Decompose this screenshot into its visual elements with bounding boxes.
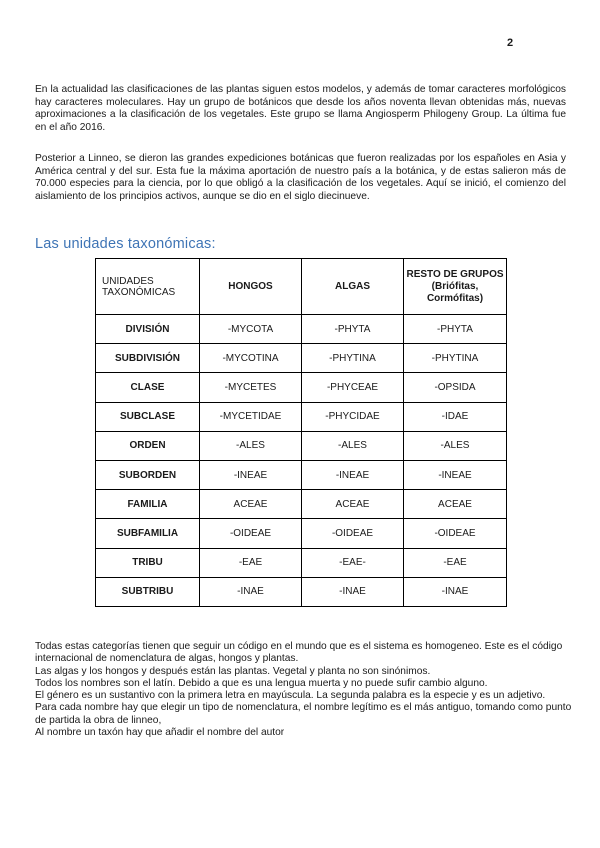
paragraph-classification-models: En la actualidad las clasificaciones de las plantas siguen estos modelos, y además de tomar caracteres morfológicos hay caracteres moleculares. Hay un grupo de botánicos que desde los años noventa llevan obtenidas más, nuevas aproximaciones a la clasificación de los vegetales. Este grupo se llama Angiosperm Philogeny Group. La última fue en el año 2016. — [35, 84, 566, 133]
rank-cell: SUBORDEN — [96, 460, 200, 489]
fungi-suffix-cell: -INEAE — [200, 460, 302, 489]
fungi-suffix-cell: -INAE — [200, 577, 302, 606]
note-line: Al nombre un taxón hay que añadir el nombre del autor — [35, 727, 285, 739]
note-line: Las algas y los hongos y después están las plantas. Vegetal y planta no son sinónimos. — [35, 665, 431, 677]
table-row — [96, 548, 507, 577]
table-row — [96, 373, 507, 402]
fungi-suffix-cell: -OIDEAE — [200, 519, 302, 548]
rank-cell: SUBDIVISIÓN — [96, 344, 200, 373]
table-row — [96, 431, 507, 460]
other-suffix-cell: -EAE — [404, 548, 507, 577]
rank-cell: SUBFAMILIA — [96, 519, 200, 548]
other-suffix-cell: -INEAE — [404, 460, 507, 489]
other-suffix-cell: -ALES — [404, 431, 507, 460]
note-line: Todos los nombres son el latín. Debido a que es una lengua muerta y no puede sufir cambio alguno. — [35, 677, 488, 689]
note-line: Todas estas categorías tienen que seguir un código en el mundo que es el sistema es homogeneo. Este es el código internacional de nomenclatura de algas, hongos y plantas. — [35, 641, 563, 665]
notes-block — [35, 641, 575, 739]
algae-suffix-cell: -PHYTINA — [302, 344, 404, 373]
other-suffix-cell: -OPSIDA — [404, 373, 507, 402]
other-suffix-cell: -PHYTINA — [404, 344, 507, 373]
fungi-suffix-cell: -MYCETES — [200, 373, 302, 402]
table-row — [96, 460, 507, 489]
algae-suffix-cell: ACEAE — [302, 490, 404, 519]
algae-suffix-cell: -ALES — [302, 431, 404, 460]
algae-suffix-cell: -EAE- — [302, 548, 404, 577]
algae-suffix-cell: -OIDEAE — [302, 519, 404, 548]
header-other-groups: RESTO DE GRUPOS (Briófitas, Cormófitas) — [404, 259, 507, 315]
header-units: UNIDADES TAXONÓMICAS — [96, 259, 200, 315]
header-fungi: HONGOS — [200, 259, 302, 315]
fungi-suffix-cell: -ALES — [200, 431, 302, 460]
fungi-suffix-cell: -MYCOTA — [200, 315, 302, 344]
fungi-suffix-cell: -MYCOTINA — [200, 344, 302, 373]
taxonomic-units-table — [95, 258, 507, 607]
algae-suffix-cell: -INAE — [302, 577, 404, 606]
page-number: 2 — [507, 37, 514, 49]
section-heading: Las unidades taxonómicas: — [35, 236, 216, 252]
table-row — [96, 344, 507, 373]
paragraph-botanical-expeditions: Posterior a Linneo, se dieron las grandes expediciones botánicas que fueron realizadas por los españoles en Asia y América central y del sur. Esta fue la máxima aportación de nuestro país a la botánica, y de estas salieron más de 70.000 especies para la ciencia, por lo que obligó a la clasificación de los vegetales. Aquí se inició, el comienzo del aislamiento de los principios activos, aunque se dio en el siglo diecinueve. — [35, 153, 566, 202]
rank-cell: CLASE — [96, 373, 200, 402]
note-line: Para cada nombre hay que elegir un tipo de nomenclatura, el nombre legítimo es el más antiguo, tomando como punto de partida la obra de linneo, — [35, 702, 572, 726]
rank-cell: DIVISIÓN — [96, 315, 200, 344]
rank-cell: SUBTRIBU — [96, 577, 200, 606]
fungi-suffix-cell: ACEAE — [200, 490, 302, 519]
other-suffix-cell: -PHYTA — [404, 315, 507, 344]
table-header-row — [96, 259, 507, 315]
algae-suffix-cell: -PHYCEAE — [302, 373, 404, 402]
rank-cell: FAMILIA — [96, 490, 200, 519]
algae-suffix-cell: -INEAE — [302, 460, 404, 489]
fungi-suffix-cell: -MYCETIDAE — [200, 402, 302, 431]
table-row — [96, 577, 507, 606]
rank-cell: TRIBU — [96, 548, 200, 577]
table-row — [96, 402, 507, 431]
rank-cell: ORDEN — [96, 431, 200, 460]
other-suffix-cell: ACEAE — [404, 490, 507, 519]
table-row — [96, 490, 507, 519]
fungi-suffix-cell: -EAE — [200, 548, 302, 577]
other-suffix-cell: -OIDEAE — [404, 519, 507, 548]
header-algae: ALGAS — [302, 259, 404, 315]
algae-suffix-cell: -PHYTA — [302, 315, 404, 344]
other-suffix-cell: -INAE — [404, 577, 507, 606]
algae-suffix-cell: -PHYCIDAE — [302, 402, 404, 431]
rank-cell: SUBCLASE — [96, 402, 200, 431]
note-line: El género es un sustantivo con la primera letra en mayúscula. La segunda palabra es la especie y es un adjetivo. — [35, 690, 546, 702]
table-row — [96, 519, 507, 548]
table-row — [96, 315, 507, 344]
other-suffix-cell: -IDAE — [404, 402, 507, 431]
